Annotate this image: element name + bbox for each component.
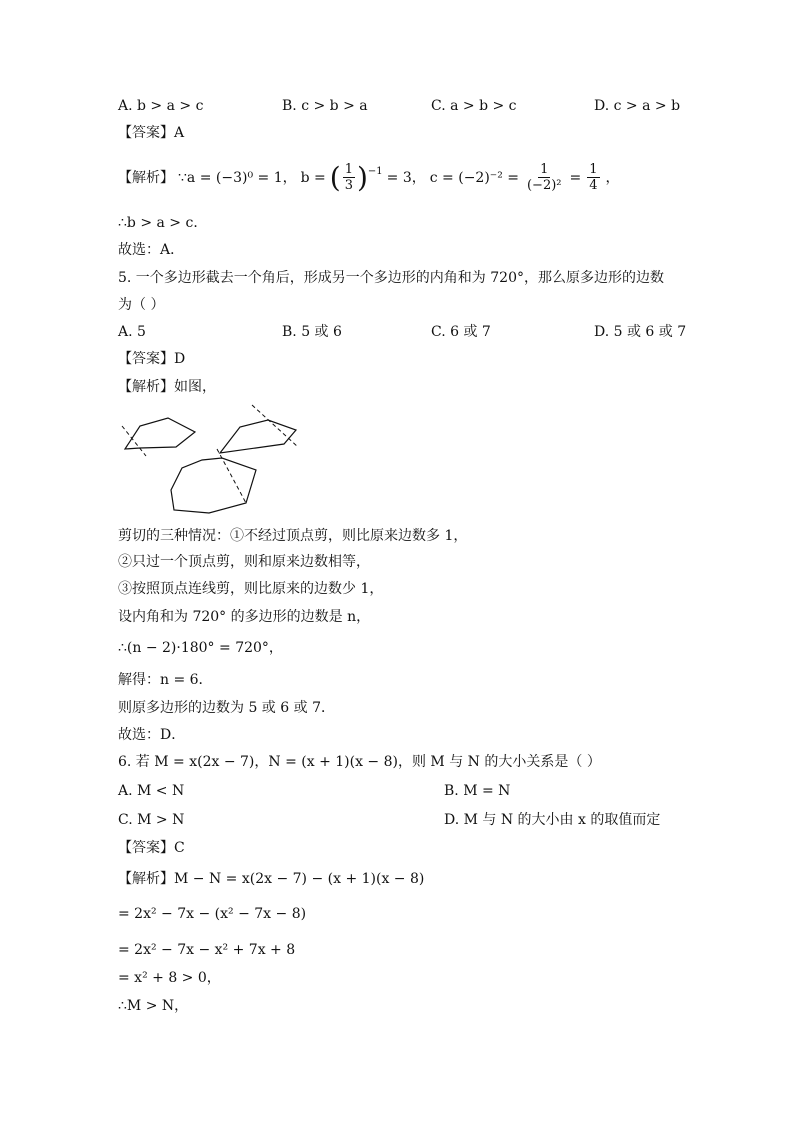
fraction-one-fourth [587,162,599,193]
q5-option-d: D. 5 或 6 或 7 [594,324,687,340]
polygon-case-2 [220,420,296,453]
q5-option-c: C. 6 或 7 [431,324,491,340]
q5-stem-line1: 5. 一个多边形截去一个角后，形成另一个多边形的内角和为 720°，那么原多边形的边数 [118,270,664,286]
q6-option-a: A. M < N [118,783,185,799]
fraction-numerator: 1 [589,162,598,177]
cut-line-3 [217,449,246,503]
fraction-c [525,162,564,193]
q6-option-b: B. M = N [444,783,511,799]
right-paren: ) [356,160,368,194]
q5-option-b: B. 5 或 6 [282,324,342,340]
q5-line-1: 剪切的三种情况：①不经过顶点剪，则比原来边数多 1， [118,528,468,544]
q6-analysis-4: = x² + 8 > 0， [118,970,221,986]
fraction-numerator: 1 [344,162,353,177]
left-paren: ( [329,160,341,194]
q4-answer: 【答案】A [118,125,185,141]
q5-option-a: A. 5 [118,324,146,340]
expr-c-eq: = [569,169,582,186]
fraction-denominator: 3 [344,178,353,193]
q4-option-a: A. b > a > c [118,98,204,114]
fraction-numerator: 1 [540,162,549,177]
q5-line-3: ③按照顶点连线剪，则比原来的边数少 1， [118,581,384,597]
q6-analysis-2: = 2x² − 7x − (x² − 7x − 8) [118,906,307,922]
q4-option-b: B. c > b > a [282,98,368,114]
q5-line-8: 故选：D． [118,727,186,743]
q6-analysis-1: 【解析】M − N = x(2x − 7) − (x + 1)(x − 8) [118,871,425,887]
q6-stem: 6. 若 M = x(2x − 7)，N = (x + 1)(x − 8)，则 M 与 N 的大小关系是（ ） [118,754,601,770]
q5-line-2: ②只过一个顶点剪，则和原来边数相等， [118,554,370,570]
polygon-case-1 [125,418,195,449]
expr-b-paren [330,162,383,193]
exponent: −1 [367,166,383,177]
cut-line-2 [252,405,298,447]
q4-therefore: ∴b > a > c． [118,215,208,231]
q5-line-7: 则原多边形的边数为 5 或 6 或 7． [118,700,335,716]
q6-option-c: C. M > N [118,812,185,828]
analysis-label: 【解析】 [118,169,174,186]
q4-option-d: D. c > a > b [594,98,681,114]
fraction-denominator: 4 [589,178,598,193]
q6-analysis-5: ∴M > N， [118,998,189,1014]
q6-answer: 【答案】C [118,840,185,856]
q6-analysis-3: = 2x² − 7x − x² + 7x + 8 [118,942,296,958]
expr-b-suffix: = 3， [386,169,426,186]
q5-line-5: ∴(n − 2)·180° = 720°， [118,640,283,656]
q4-analysis [118,162,620,193]
q6-option-d: D. M 与 N 的大小由 x 的取值而定 [444,812,661,828]
q5-line-6: 解得：n = 6． [118,672,213,688]
expr-c-suffix: ， [605,169,620,186]
fraction-denominator: (−2)² [526,178,562,193]
polygon-case-3 [171,458,256,513]
polygon-cutting-figure [118,400,308,518]
expr-b-prefix: b = [300,169,326,186]
q5-line-4: 设内角和为 720° 的多边形的边数是 n， [118,609,371,625]
q5-analysis-intro: 【解析】如图， [118,379,216,395]
q4-choose: 故选：A． [118,242,185,258]
fraction-one-third [343,162,355,193]
expr-c-prefix: c = (−2)⁻² = [429,169,519,186]
q5-stem-line2: 为（ ） [118,297,165,313]
q4-option-c: C. a > b > c [431,98,517,114]
cut-line-1 [122,426,146,456]
q5-answer: 【答案】D [118,351,186,367]
expr-a: ∵a = (−3)⁰ = 1， [178,169,297,186]
